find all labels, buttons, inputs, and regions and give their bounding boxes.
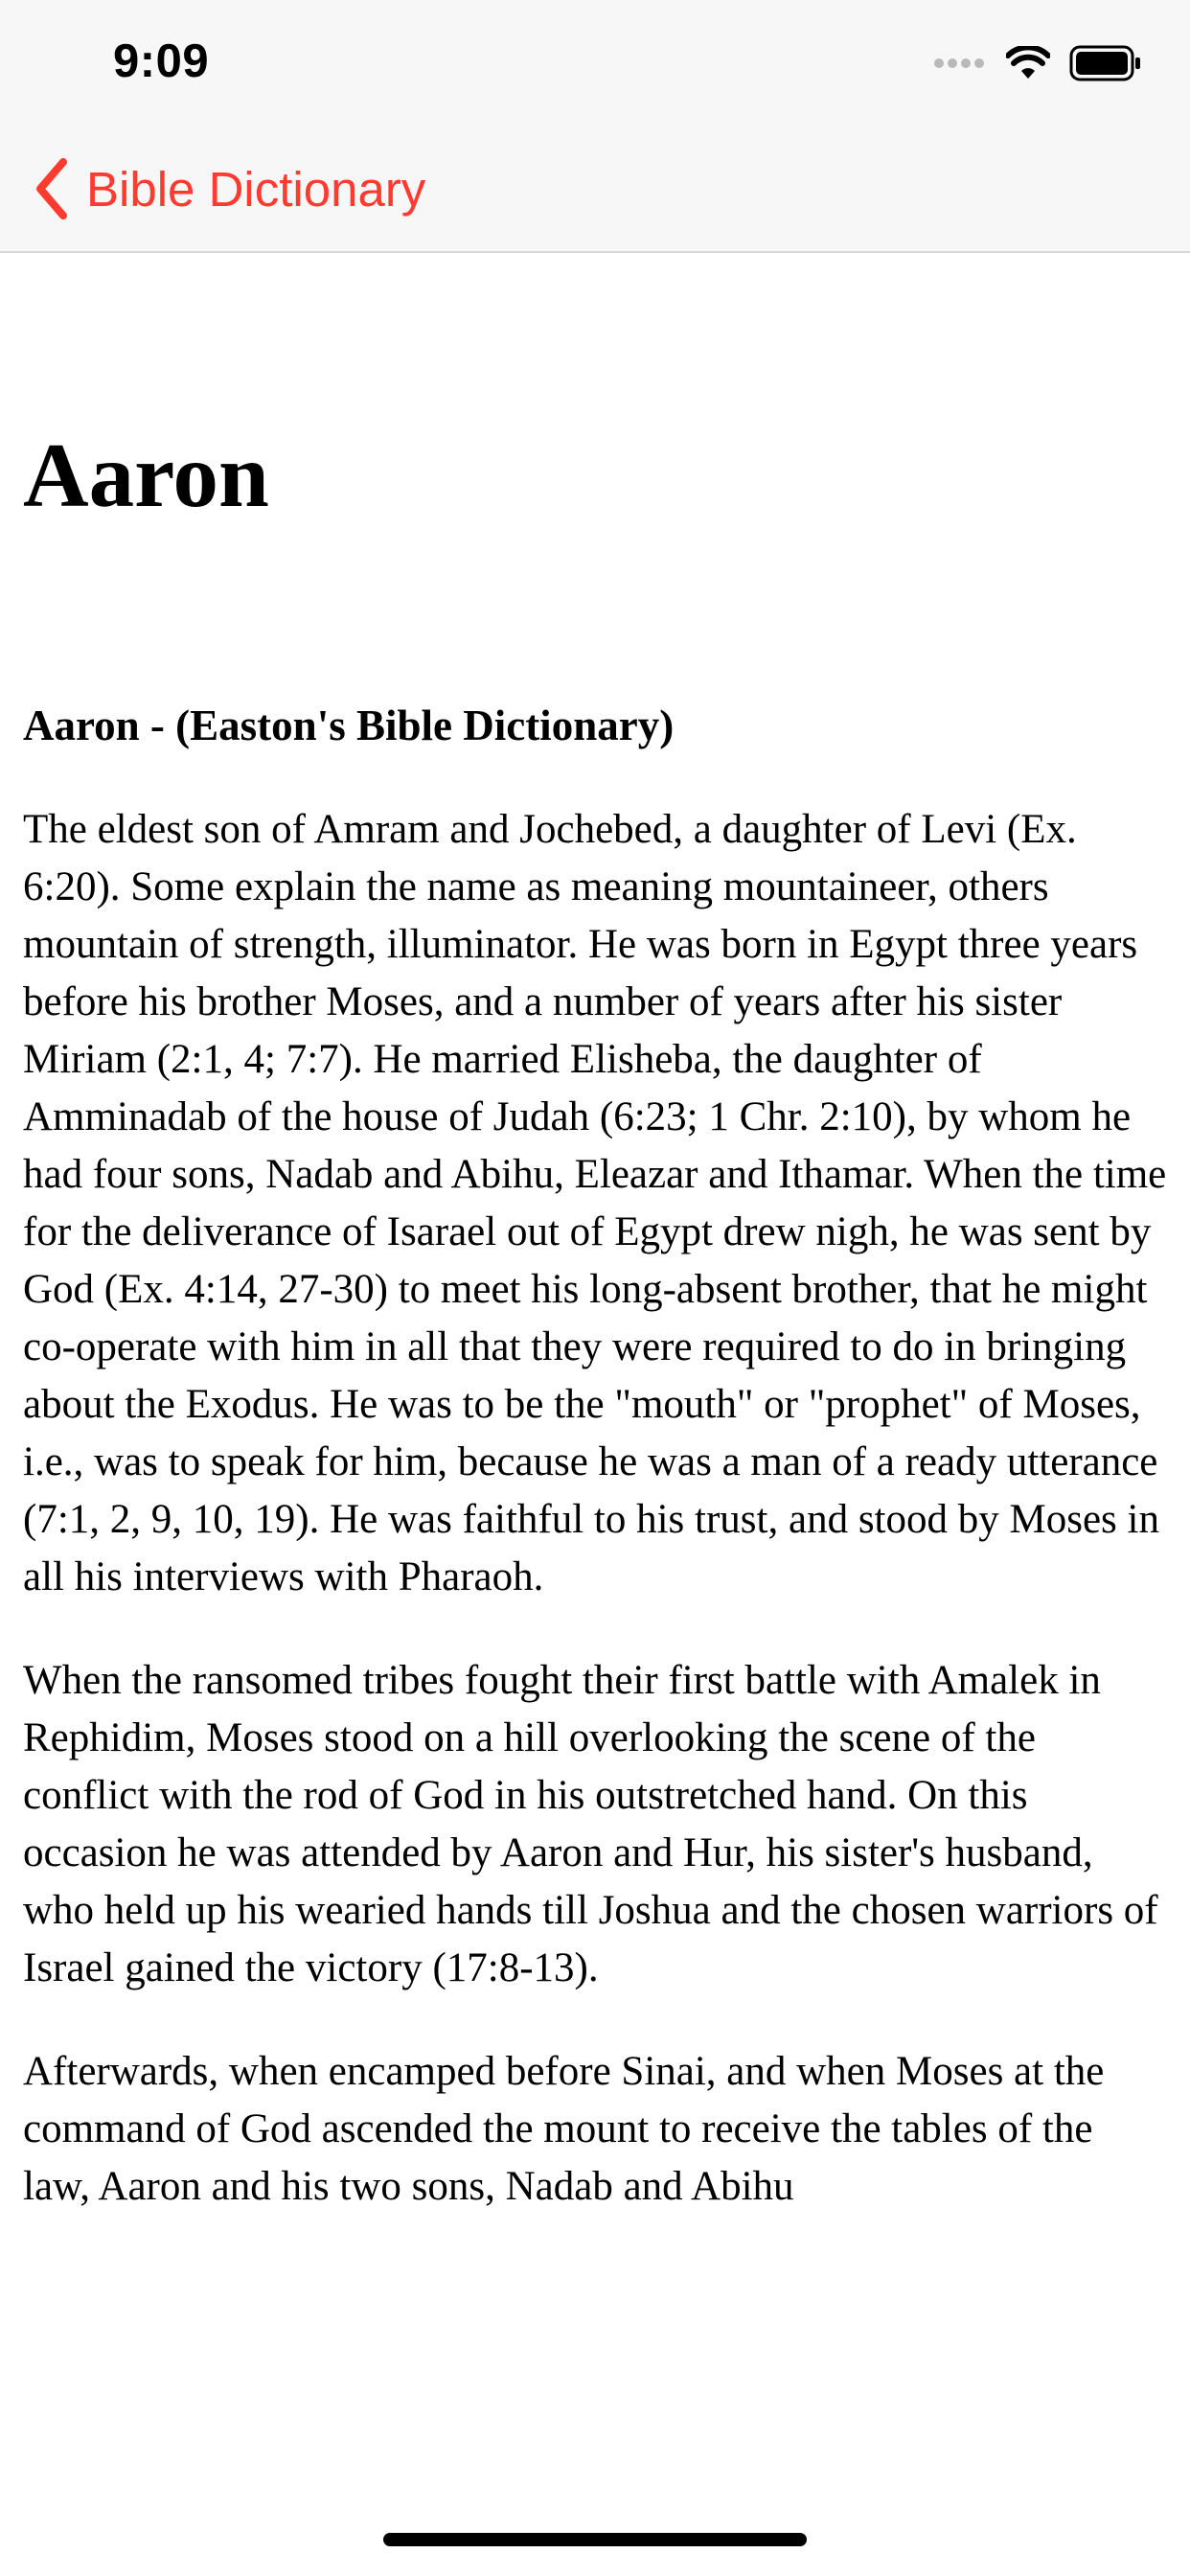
entry-source-heading: Aaron - (Easton's Bible Dictionary): [23, 702, 675, 749]
chevron-left-icon: [33, 158, 71, 219]
entry-paragraph: The eldest son of Amram and Jochebed, a daughter of Levi (Ex. 6:20). Some explain the name as meaning mountaineer, others mountain of strength, illuminator. He was born in Egypt three years before his brother Moses, and a number of years after his sister Miriam (2:1, 4; 7:7). He married Elisheba, the daughter of Amminadab of the house of Judah (6:23; 1 Chr. 2:10), by whom he had four sons, Nadab and Abihu, Eleazar and Ithamar. When the time for the deliverance of Isarael out of Egypt drew nigh, he was sent by God (Ex. 4:14, 27-30) to meet his long-absent brother, that he might co-operate with him in all that they were required to do in bringing about the Exodus. He was to be the "mouth" or "prophet" of Moses, i.e., was to speak for him, because he was a man of a ready utterance (7:1, 2, 9, 10, 19). He was faithful to his trust, and stood by Moses in all his interviews with Pharaoh.: [23, 807, 1167, 1599]
wifi-icon: [1006, 46, 1050, 80]
status-time: 9:09: [113, 35, 210, 87]
home-indicator[interactable]: [383, 2533, 807, 2546]
entry-title: Aaron: [23, 425, 269, 526]
battery-icon: [1069, 45, 1142, 81]
signal-icon: [933, 57, 987, 70]
entry-content[interactable]: [23, 253, 1167, 2306]
entry-body: [23, 801, 1167, 2262]
status-icons: [933, 44, 1142, 82]
entry-paragraph: Afterwards, when encamped before Sinai, and when Moses at the command of God ascended the mount to receive the tables of the law, Aaron and his two sons, Nadab and Abihu: [23, 2049, 1105, 2209]
entry-paragraph: When the ransomed tribes fought their first battle with Amalek in Rephidim, Moses stood on a hill overlooking the scene of the conflict with the rod of God in his outstretched hand. On this occasion he was attended by Aaron and Hur, his sister's husband, who held up his wearied hands till Joshua and the chosen warriors of Israel gained the victory (17:8-13).: [23, 1658, 1158, 1990]
navigation-bar: [0, 126, 1190, 253]
back-button-label: Bible Dictionary: [86, 161, 426, 217]
status-bar: [0, 0, 1190, 126]
back-button[interactable]: [33, 155, 425, 222]
